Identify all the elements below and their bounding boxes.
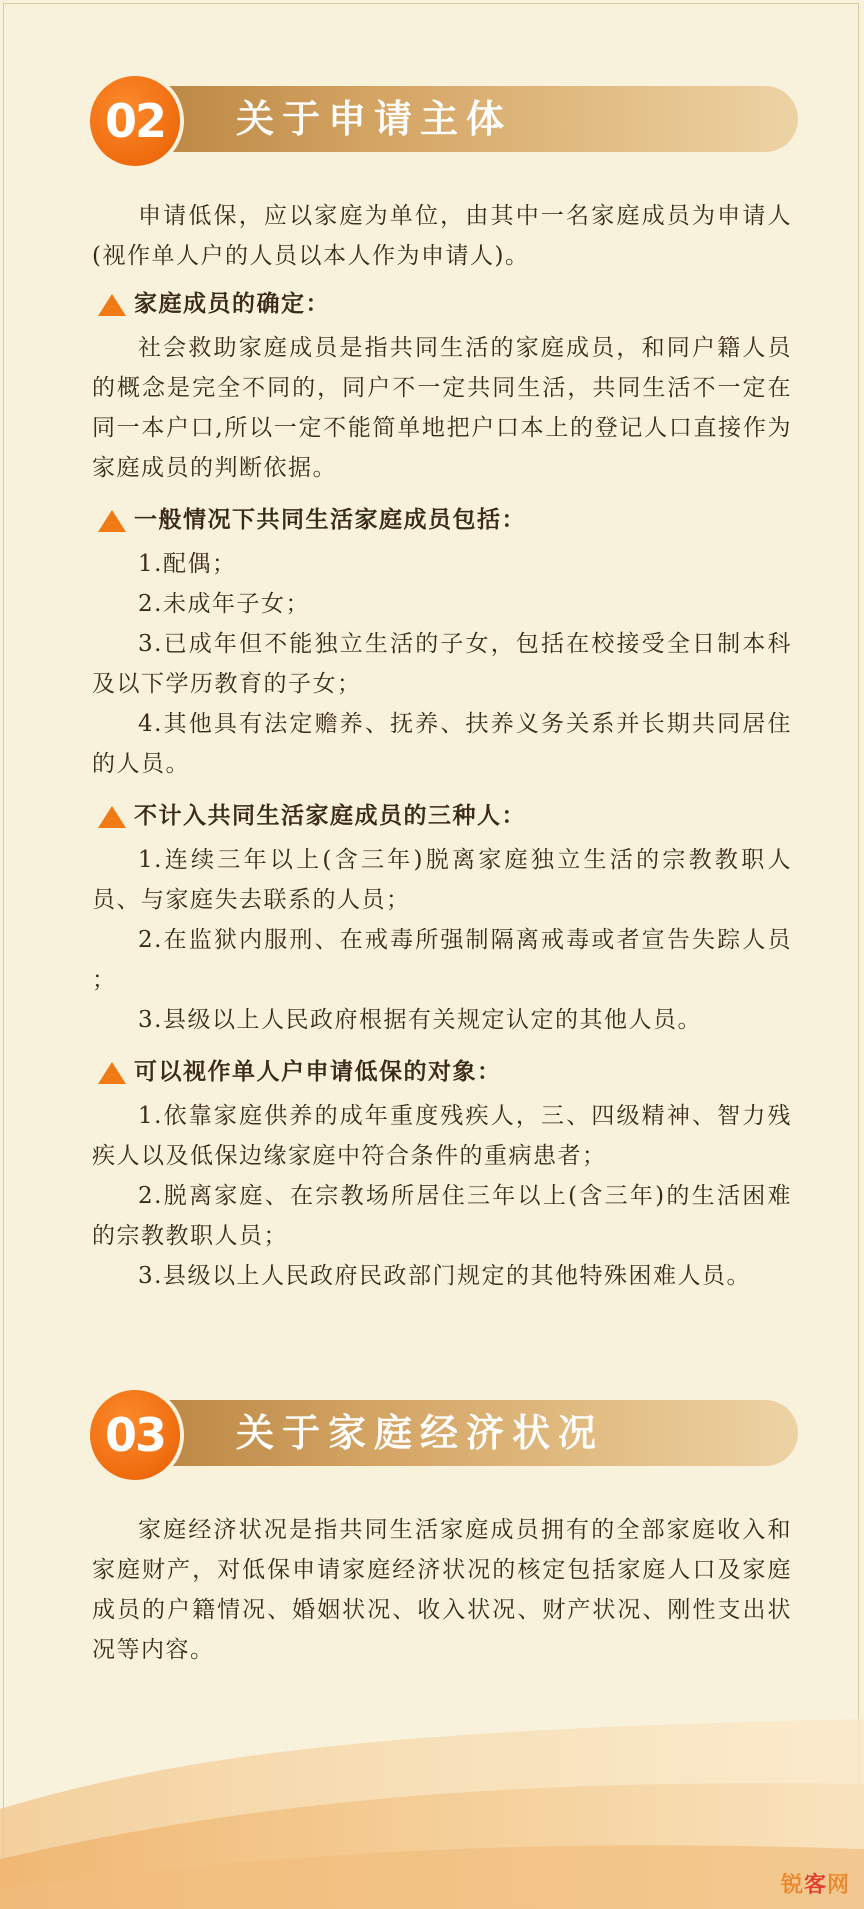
bottom-wave-decoration [0, 1689, 864, 1909]
family-members-text: 社会救助家庭成员是指共同生活的家庭成员，和同户籍人员的概念是完全不同的，同户不一定共同生活，共同生活不一定在同一本户口,所以一定不能简单地把户口本上的登记人口直接作为家庭成员的判断依据。 [92, 335, 792, 481]
list-item: 3.县级以上人民政府民政部门规定的其他特殊困难人员。 [138, 1263, 751, 1289]
section-03-text: 家庭经济状况是指共同生活家庭成员拥有的全部家庭收入和家庭财产，对低保申请家庭经济状况的核定包括家庭人口及家庭成员的户籍情况、婚姻状况、收入状况、财产状况、刚性支出状况等内容。 [92, 1517, 792, 1663]
subhead-common-members-label: 一般情况下共同生活家庭成员包括： [134, 507, 526, 533]
subhead-family-members [92, 284, 792, 324]
section-03-content [92, 1510, 792, 1670]
subhead-excluded-members-label: 不计入共同生活家庭成员的三种人： [134, 803, 526, 829]
section-03-header [90, 1400, 798, 1466]
list-item: 1.依靠家庭供养的成年重度残疾人，三、四级精神、智力残疾人以及低保边缘家庭中符合条件的重病患者； [92, 1103, 792, 1169]
triangle-icon [98, 806, 126, 828]
list-item: 1.配偶； [138, 551, 237, 577]
list-item: 3.已成年但不能独立生活的子女，包括在校接受全日制本科及以下学历教育的子女； [92, 631, 792, 697]
subhead-common-members [92, 500, 792, 540]
triangle-icon [98, 1062, 126, 1084]
watermark-part3: 网 [826, 1873, 850, 1898]
subhead-family-members-label: 家庭成员的确定： [134, 291, 330, 317]
section-02-intro: 申请低保，应以家庭为单位，由其中一名家庭成员为申请人(视作单人户的人员以本人作为申请人)。 [92, 203, 792, 269]
list-item: 3.县级以上人民政府根据有关规定认定的其他人员。 [138, 1007, 702, 1033]
section-02-title: 关于申请主体 [236, 97, 513, 141]
watermark-part1: 锐 [780, 1873, 804, 1898]
section-03-badge: 03 [90, 1390, 180, 1480]
section-02-content [92, 196, 792, 1296]
triangle-icon [98, 294, 126, 316]
list-item: 2.脱离家庭、在宗教场所居住三年以上(含三年)的生活困难的宗教教职人员； [92, 1183, 792, 1249]
watermark-part2: 客 [803, 1873, 827, 1898]
section-03-title: 关于家庭经济状况 [236, 1411, 605, 1455]
list-item: 2.未成年子女； [138, 591, 310, 617]
subhead-single-household [92, 1052, 792, 1092]
triangle-icon [98, 510, 126, 532]
subhead-excluded-members [92, 796, 792, 836]
watermark [781, 1868, 850, 1899]
list-item: 1.连续三年以上(含三年)脱离家庭独立生活的宗教教职人员、与家庭失去联系的人员； [92, 847, 792, 913]
section-02-header [90, 86, 798, 152]
list-item: 4.其他具有法定赡养、抚养、扶养义务关系并长期共同居住的人员。 [92, 711, 792, 777]
list-item: 2.在监狱内服刑、在戒毒所强制隔离戒毒或者宣告失踪人员 ； [92, 927, 792, 993]
section-02-badge: 02 [90, 76, 180, 166]
subhead-single-household-label: 可以视作单人户申请低保的对象： [134, 1059, 502, 1085]
